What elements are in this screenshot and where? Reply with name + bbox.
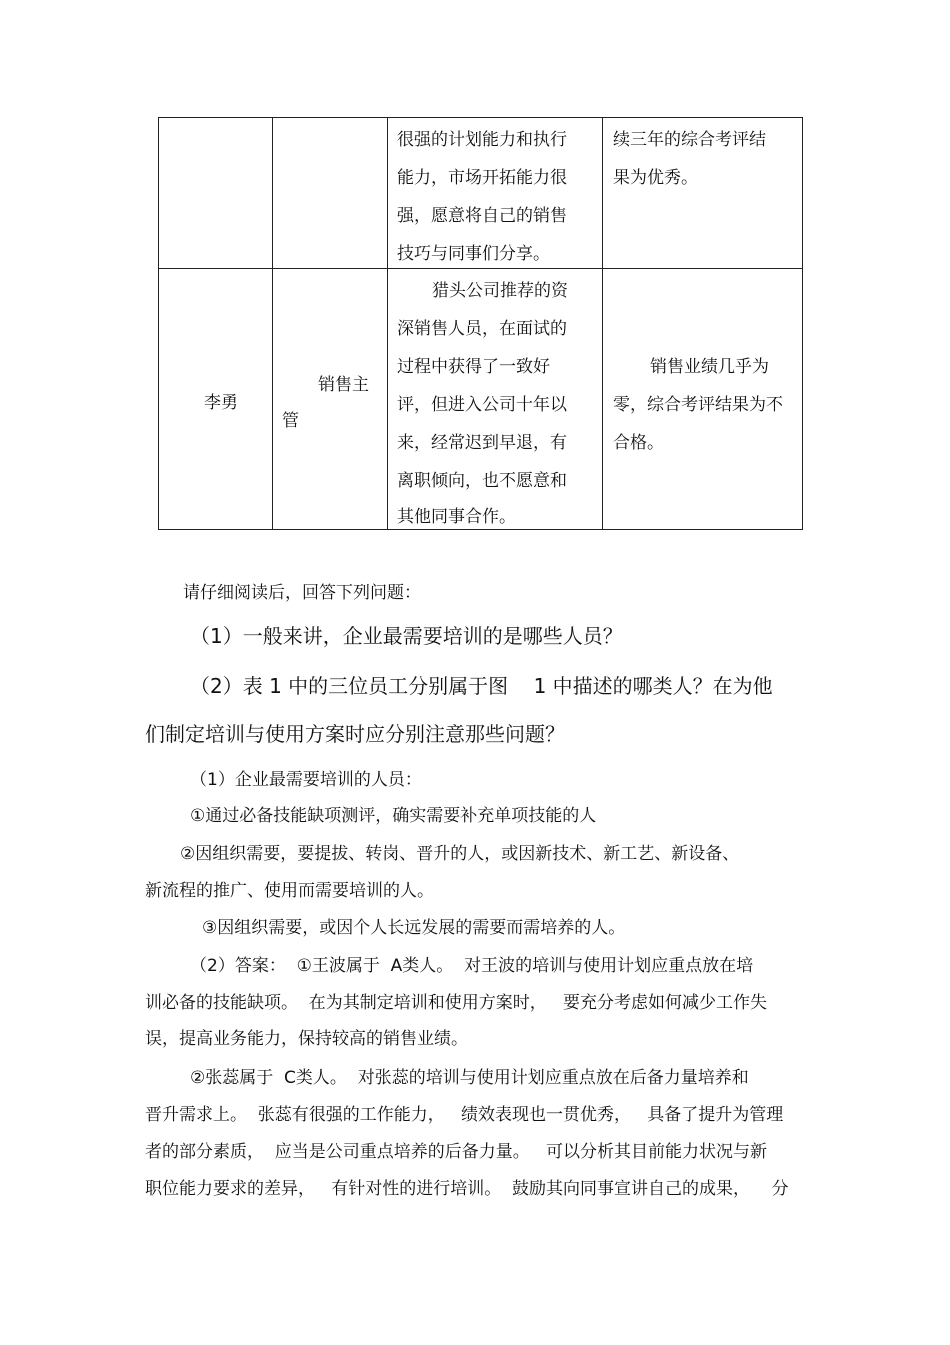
table-border-right	[802, 117, 803, 530]
employee-position: 销售主	[318, 375, 369, 395]
table-cell-text: 猎头公司推荐的资	[432, 281, 568, 301]
table-cell-text: 果为优秀。	[613, 168, 698, 188]
answer-1-item-cont: 新流程的推广、使用而需要培训的人。	[145, 881, 434, 901]
table-col-divider	[387, 117, 388, 530]
table-cell-text: 技巧与同事们分享。	[397, 244, 550, 264]
table-col-divider	[272, 117, 273, 530]
answer-2-paragraph: 训必备的技能缺项。 在为其制定培训和使用方案时， 要充分考虑如何减少工作失	[145, 993, 768, 1013]
table-cell-text: 强，愿意将自己的销售	[397, 206, 567, 226]
table-border-bottom	[158, 529, 803, 530]
table-row-divider	[158, 268, 803, 269]
answer-2-paragraph: （2）答案： ①王波属于 A类人。 对王波的培训与使用计划应重点放在培	[190, 956, 754, 976]
employee-position: 管	[282, 411, 299, 431]
answer-3-paragraph: ②张蕊属于 C类人。 对张蕊的培训与使用计划应重点放在后备力量培养和	[190, 1068, 749, 1088]
table-cell-text: 续三年的综合考评结	[613, 130, 766, 150]
answer-1-item: ①通过必备技能缺项测评，确实需要补充单项技能的人	[190, 806, 597, 826]
table-cell-text: 合格。	[613, 433, 664, 453]
answer-1-item: ③因组织需要，或因个人长远发展的需要而需培养的人。	[202, 918, 626, 938]
table-cell-text: 离职倾向，也不愿意和	[397, 471, 567, 491]
answer-2-paragraph: 误，提高业务能力，保持较高的销售业绩。	[145, 1029, 468, 1049]
table-cell-text: 能力，市场开拓能力很	[397, 168, 567, 188]
instruction-text: 请仔细阅读后，回答下列问题：	[183, 583, 421, 603]
table-col-divider	[602, 117, 603, 530]
table-cell-text: 销售业绩几乎为	[650, 357, 769, 377]
answer-3-paragraph: 职位能力要求的差异， 有针对性的进行培训。 鼓励其向同事宣讲自己的成果， 分	[145, 1179, 789, 1199]
question-2-cont: 们制定培训与使用方案时应分别注意那些问题？	[145, 722, 565, 746]
table-cell-text: 很强的计划能力和执行	[397, 130, 567, 150]
question-1: （1）一般来讲，企业最需要培训的是哪些人员？	[190, 624, 623, 648]
employee-name: 李勇	[204, 393, 238, 413]
table-cell-text: 其他同事合作。	[397, 507, 516, 527]
table-border-top	[158, 117, 803, 118]
table-cell-text: 过程中获得了一致好	[397, 357, 550, 377]
table-cell-text: 来，经常迟到早退，有	[397, 433, 567, 453]
table-border-left	[158, 117, 159, 530]
answer-3-paragraph: 晋升需求上。 张蕊有很强的工作能力， 绩效表现也一贯优秀， 具备了提升为管理	[145, 1105, 784, 1125]
table-cell-text: 评，但进入公司十年以	[397, 395, 567, 415]
table-cell-text: 零，综合考评结果为不	[613, 395, 783, 415]
table-cell-text: 深销售人员，在面试的	[397, 319, 567, 339]
answer-1-title: （1）企业最需要培训的人员：	[190, 770, 422, 790]
answer-1-item: ②因组织需要，要提拔、转岗、晋升的人，或因新技术、新工艺、新设备、	[180, 844, 740, 864]
answer-3-paragraph: 者的部分素质， 应当是公司重点培养的后备力量。 可以分析其目前能力状况与新	[145, 1142, 768, 1162]
question-2: （2）表 1 中的三位员工分别属于图 1 中描述的哪类人？在为他	[190, 674, 773, 698]
